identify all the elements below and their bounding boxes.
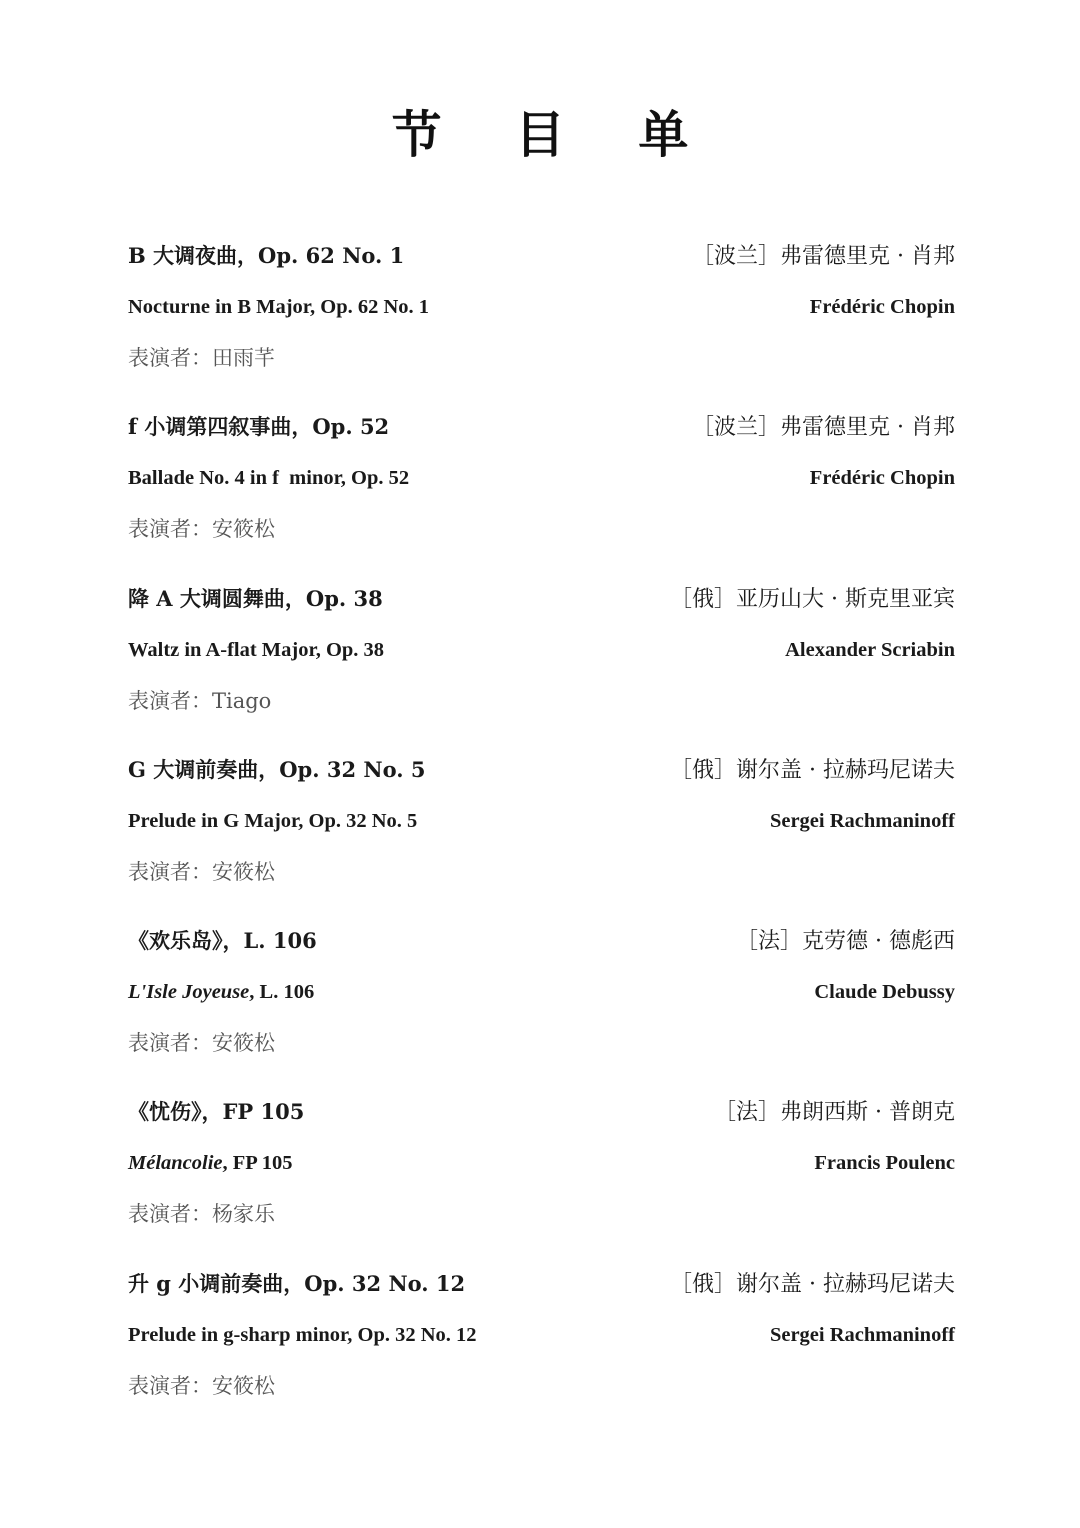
piece-title-en-rest: Prelude in G Major, Op. 32 No. 5 [128,809,418,832]
piece-title-en-rest: Waltz in A-flat Major, Op. 38 [128,638,385,661]
piece-title-cn: B 大调夜曲，Op. 62 No. 1 [128,243,405,268]
performer-row [128,1193,955,1235]
piece-title-en [128,1142,293,1184]
title-row-cn [128,235,955,277]
piece-title-en [128,286,429,328]
piece-title-en-rest: Ballade No. 4 in f minor, Op. 52 [128,467,410,490]
performer-row [128,508,955,550]
performer-row [128,1022,955,1064]
composer-name-cn: ［俄］亚历山大 · 斯克里亚宾 [670,586,955,612]
piece-title-en [128,971,314,1013]
composer-name-cn: ［俄］谢尔盖 · 拉赫玛尼诺夫 [670,1271,955,1297]
program-item [128,406,955,577]
composer-name-cn: ［俄］谢尔盖 · 拉赫玛尼诺夫 [670,757,955,783]
performer-label: 表演者： [128,859,212,884]
piece-title-en-italic: L'Isle Joyeuse [128,981,250,1004]
title-row-cn [128,920,955,962]
title-row-en [128,629,955,671]
performer-name: 安筱松 [212,1373,275,1398]
piece-title-en-rest: Prelude in g-sharp minor, Op. 32 No. 12 [128,1323,477,1346]
piece-title-en [128,457,409,499]
page-title: 节 目 单 [391,105,717,164]
performer-name: Tiago [212,688,272,713]
composer-name-en: Frédéric Chopin [809,467,955,490]
piece-title-cn: 《欢乐岛》，L. 106 [128,928,317,954]
composer-name-en: Sergei Rachmaninoff [769,809,955,832]
composer-name-cn: ［法］弗朗西斯 · 普朗克 [714,1100,955,1126]
performer-label: 表演者： [128,688,212,713]
program-list [128,235,955,1434]
piece-title-en [128,800,417,842]
program-item [128,578,955,749]
piece-title-cn: 《忧伤》，FP 105 [128,1099,305,1125]
composer-name-en: Sergei Rachmaninoff [769,1323,955,1346]
title-row-cn [128,1263,955,1305]
program-item [128,920,955,1091]
piece-title-en-rest: , FP 105 [222,1152,293,1175]
title-row-en [128,800,955,842]
composer-name-en: Claude Debussy [814,981,955,1004]
performer-label: 表演者： [128,1031,212,1056]
program-item [128,749,955,920]
title-row-cn [128,578,955,620]
piece-title-cn: G 大调前奏曲，Op. 32 No. 5 [128,756,426,782]
piece-title-en-rest: Nocturne in B Major, Op. 62 No. 1 [128,296,430,318]
composer-name-en: Alexander Scriabin [785,638,955,661]
performer-label: 表演者： [128,346,212,370]
title-row-en [128,457,955,499]
piece-title-cn: 升 g 小调前奏曲，Op. 32 No. 12 [128,1270,466,1296]
title-row-en [128,1142,955,1184]
piece-title-en-italic: Mélancolie [128,1152,223,1175]
composer-name-cn: ［法］克劳德 · 德彪西 [736,929,955,955]
title-row-cn [128,406,955,448]
piece-title-en [128,629,384,671]
piece-title-cn: 降 A 大调圆舞曲，Op. 38 [128,585,383,611]
performer-name: 安筱松 [212,517,275,542]
piece-title-en [128,1314,477,1356]
piece-title-en-rest: , L. 106 [249,981,315,1004]
performer-row [128,1365,955,1407]
title-row-cn [128,749,955,791]
composer-name-en: Frédéric Chopin [809,296,955,318]
program-item [128,1091,955,1262]
title-row-en [128,1314,955,1356]
composer-name-en: Francis Poulenc [814,1152,955,1175]
performer-name: 田雨芊 [212,346,275,370]
composer-name-cn: ［波兰］弗雷德里克 · 肖邦 [692,244,955,269]
performer-name: 安筱松 [212,859,275,884]
piece-title-cn: f 小调第四叙事曲，Op. 52 [128,414,390,440]
title-row-cn [128,1091,955,1133]
performer-label: 表演者： [128,1202,212,1227]
title-row-en [128,971,955,1013]
program-item [128,235,955,406]
performer-row [128,337,955,379]
performer-label: 表演者： [128,1373,212,1398]
composer-name-cn: ［波兰］弗雷德里克 · 肖邦 [692,415,955,441]
performer-name: 安筱松 [212,1031,275,1056]
performer-label: 表演者： [128,517,212,542]
performer-name: 杨家乐 [212,1202,275,1227]
program-item [128,1263,955,1434]
title-row-en [128,286,955,328]
performer-row [128,680,955,722]
performer-row [128,851,955,893]
